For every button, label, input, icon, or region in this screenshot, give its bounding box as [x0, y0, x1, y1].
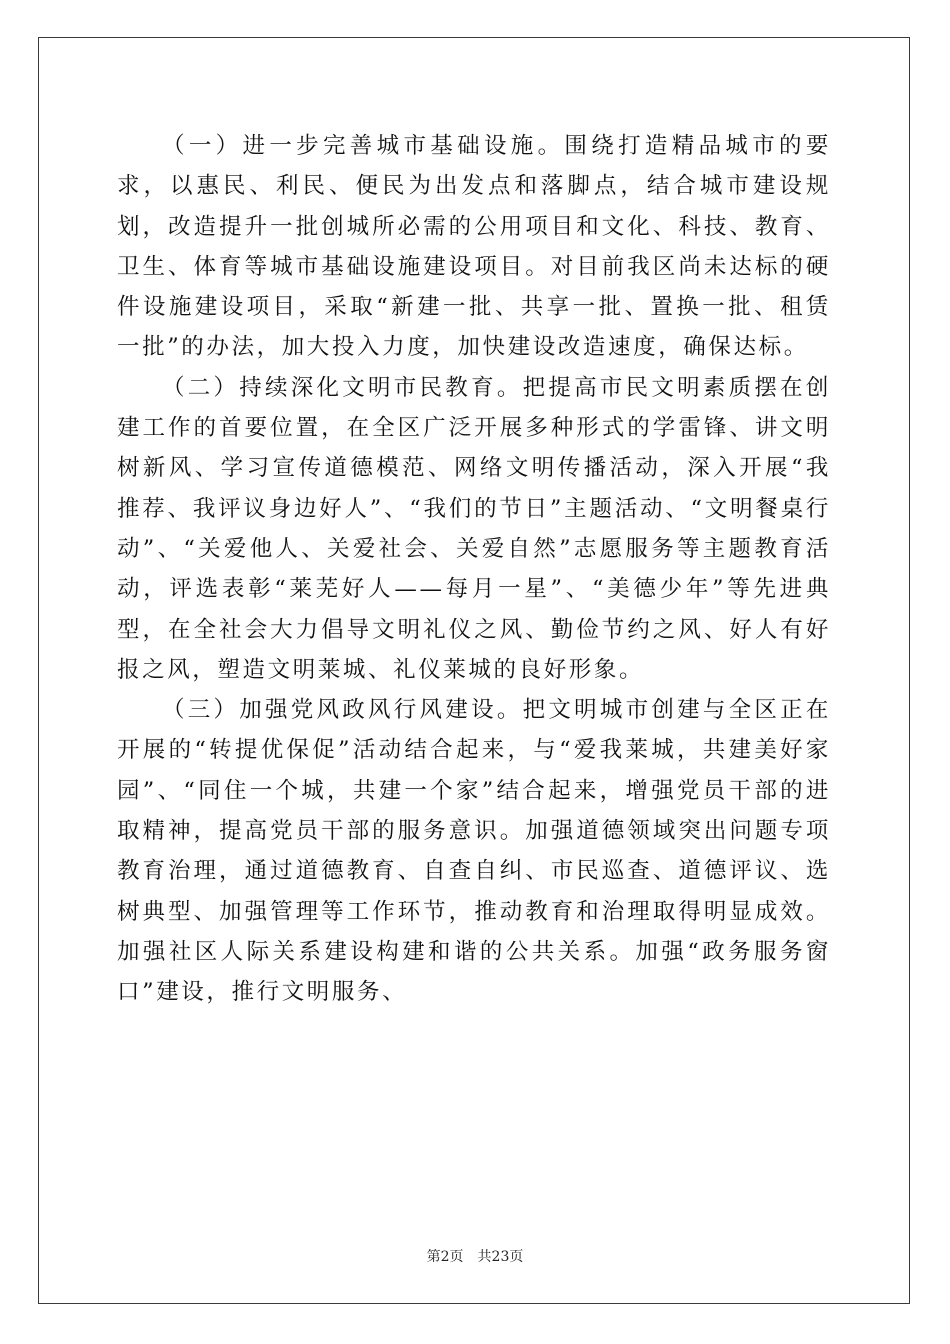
page-total: 共23页	[477, 1249, 524, 1265]
page-footer	[0, 1246, 950, 1266]
document-body	[117, 126, 831, 1013]
page-number: 第2页	[426, 1249, 464, 1265]
paragraph-3: （三）加强党风政风行风建设。把文明城市创建与全区正在开展的“转提优保促”活动结合起来，与“爱我莱城，共建美好家园”、“同住一个城，共建一个家”结合起来，增强党员干部的进取精神，提高党员干部的服务意识。加强道德领域突出问题专项教育治理，通过道德教育、自查自纠、市民巡查、道德评议、选树典型、加强管理等工作环节，推动教育和治理取得明显成效。加强社区人际关系建设构建和谐的公共关系。加强“政务服务窗口”建设，推行文明服务、	[117, 697, 831, 1006]
paragraph-1: （一）进一步完善城市基础设施。围绕打造精品城市的要求，以惠民、利民、便民为出发点和落脚点，结合城市建设规划，改造提升一批创城所必需的公用项目和文化、科技、教育、卫生、体育等城市基础设施建设项目。对目前我区尚未达标的硬件设施建设项目，采取“新建一批、共享一批、置换一批、租赁一批”的办法，加大投入力度，加快建设改造速度，确保达标。	[117, 133, 831, 361]
paragraph-2: （二）持续深化文明市民教育。把提高市民文明素质摆在创建工作的首要位置，在全区广泛开展多种形式的学雷锋、讲文明树新风、学习宣传道德模范、网络文明传播活动，深入开展“我推荐、我评议身边好人”、“我们的节日”主题活动、“文明餐桌行动”、“关爱他人、关爱社会、关爱自然”志愿服务等主题教育活动，评选表彰“莱芜好人——每月一星”、“美德少年”等先进典型，在全社会大力倡导文明礼仪之风、勤俭节约之风、好人有好报之风，塑造文明莱城、礼仪莱城的良好形象。	[117, 374, 831, 683]
